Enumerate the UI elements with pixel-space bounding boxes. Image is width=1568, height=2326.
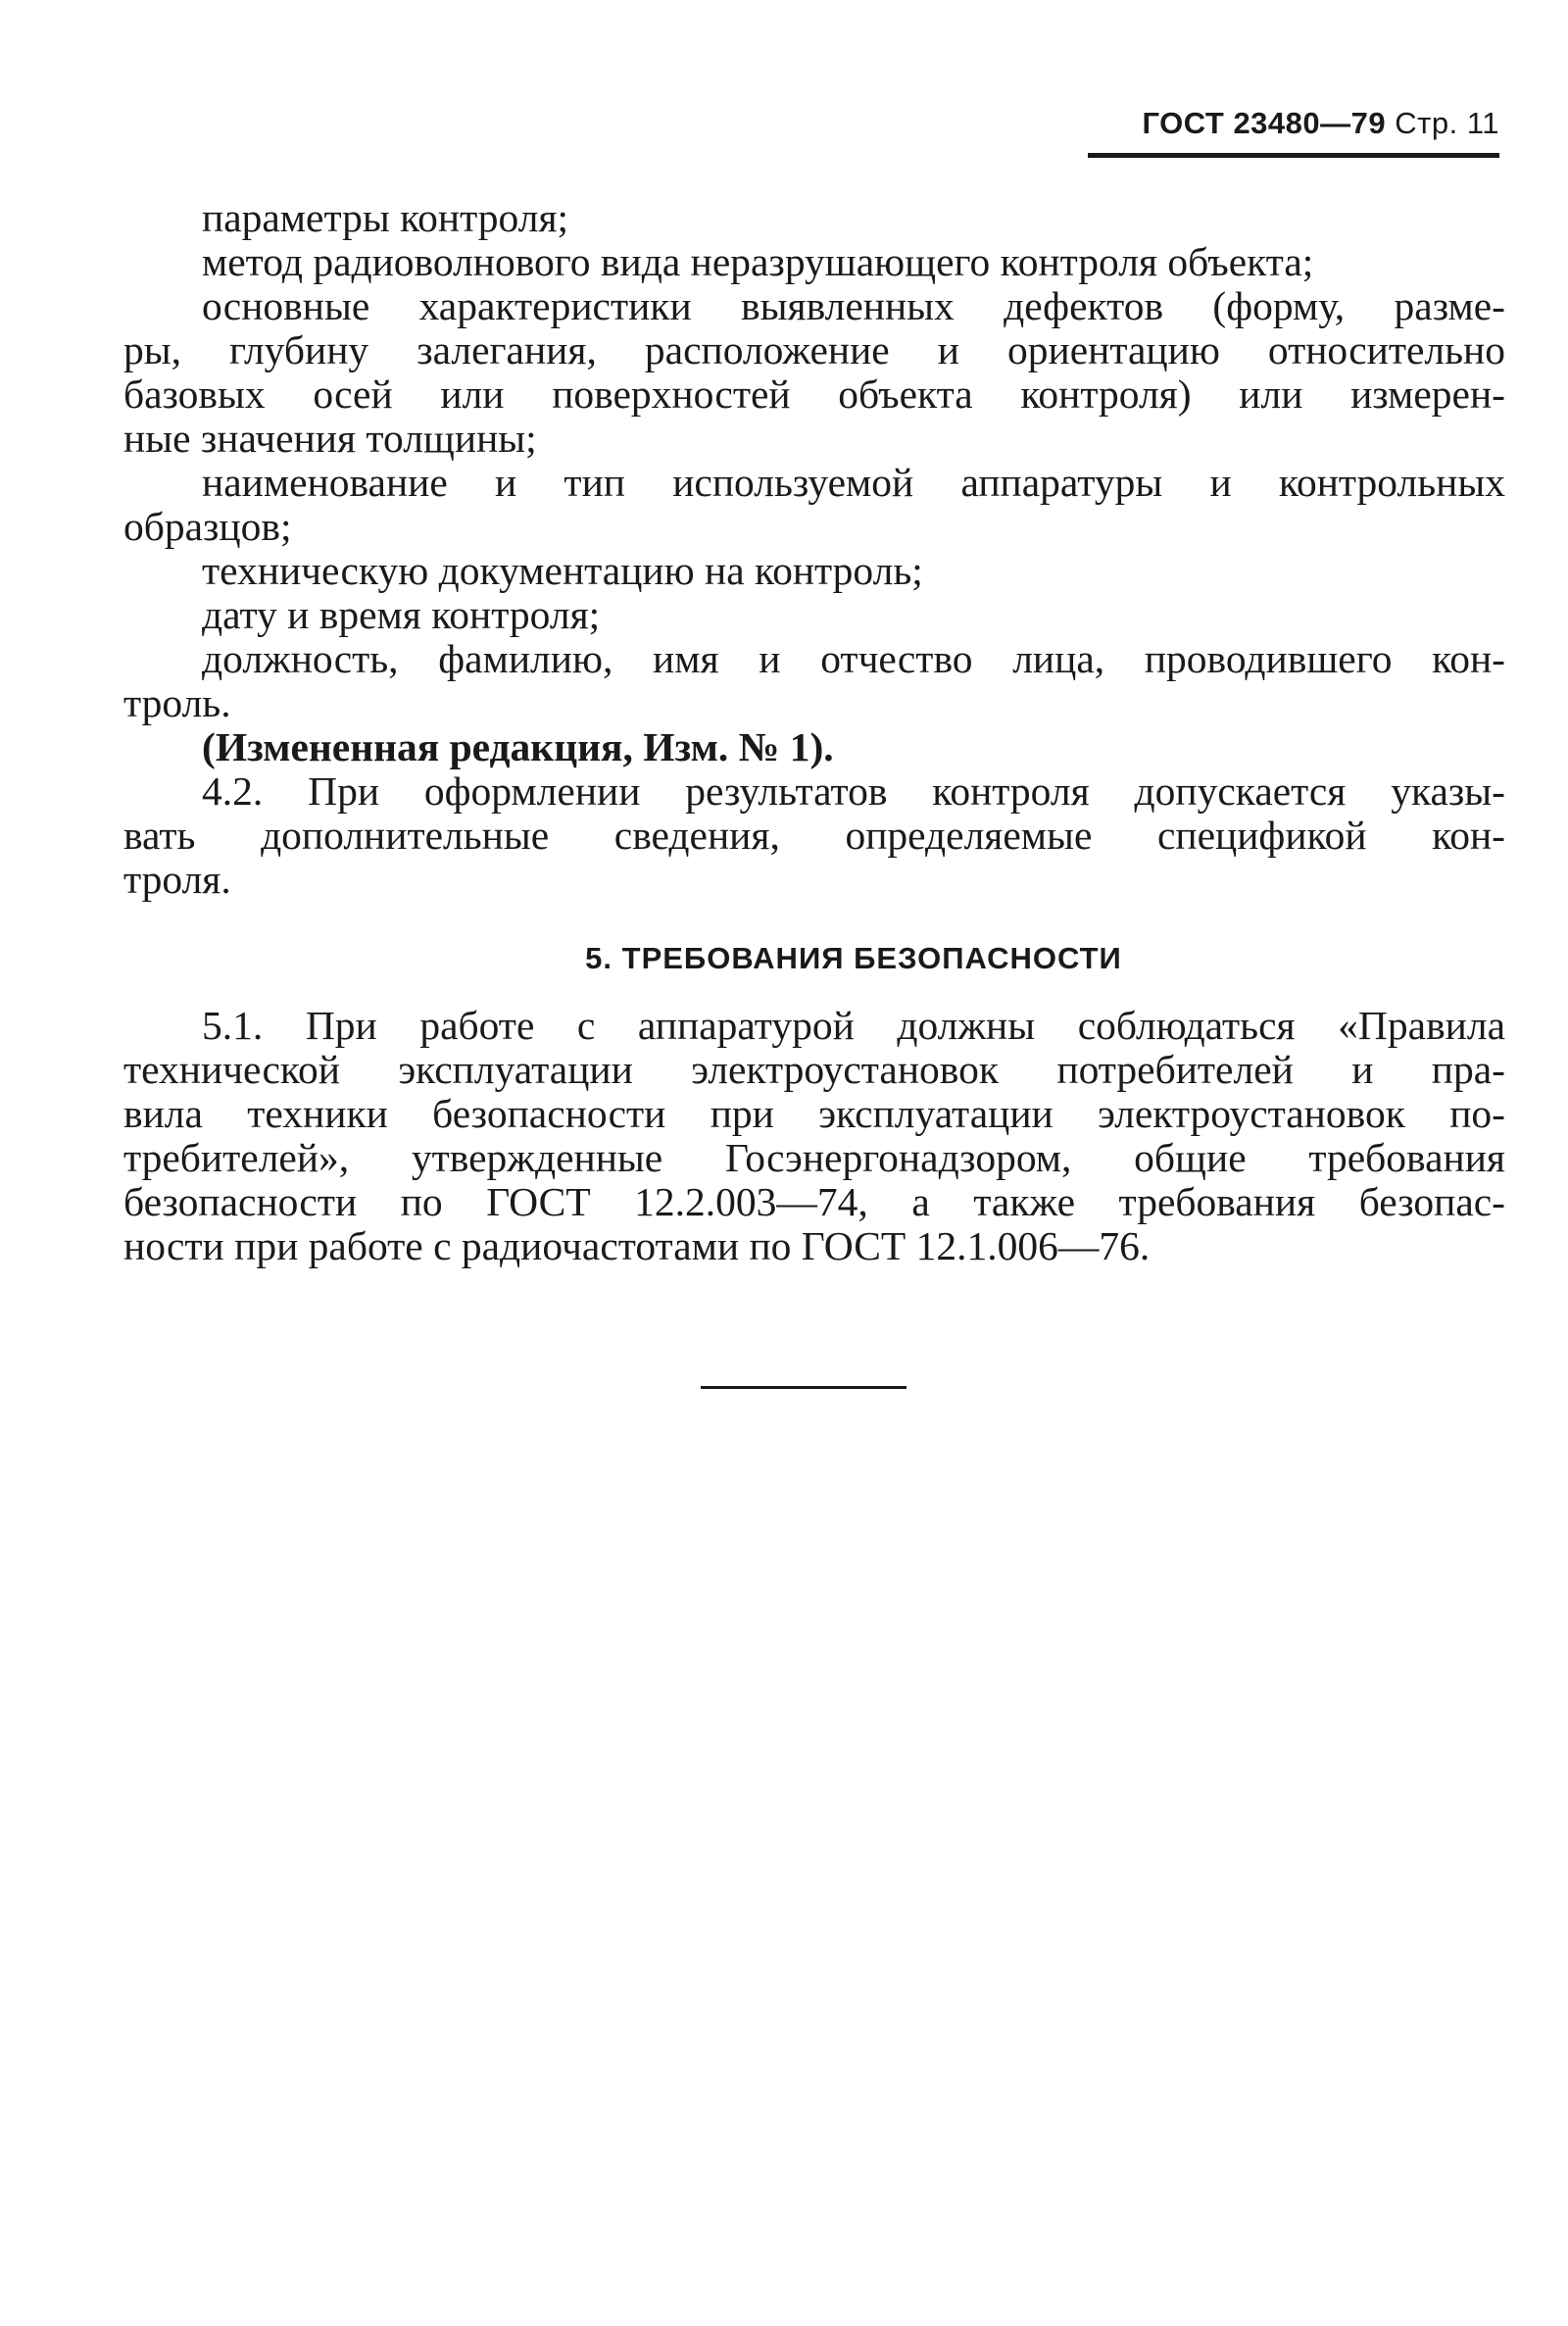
section-heading: 5. ТРЕБОВАНИЯ БЕЗОПАСНОСТИ — [585, 941, 1122, 975]
clause-4-2-line: троля. — [123, 857, 231, 902]
list-item: параметры контроля; — [202, 195, 569, 240]
amendment-note: (Измененная редакция, Изм. № 1). — [202, 724, 834, 769]
standard-number: ГОСТ 23480—79 — [1142, 106, 1387, 140]
end-divider — [701, 1386, 906, 1389]
list-item: дату и время контроля; — [202, 592, 601, 637]
clause-5-1-line: технической эксплуатации электроустановок потребителей и пра- — [123, 1047, 1505, 1092]
clause-5-1-line: требителей», утвержденные Госэнергонадзором, общие требования — [123, 1135, 1505, 1180]
document-body — [123, 196, 1505, 1268]
clause-4-2-line: вать дополнительные сведения, определяемые спецификой кон- — [123, 813, 1505, 858]
clause-4-2-line: 4.2. При оформлении результатов контроля допускается указы- — [202, 768, 1505, 814]
running-header — [1088, 106, 1499, 158]
list-item-continuation: базовых осей или поверхностей объекта контроля) или измерен- — [123, 371, 1505, 417]
clause-5-1-line: безопасности по ГОСТ 12.2.003—74, а также требования безопас- — [123, 1179, 1505, 1224]
list-item-continuation: ры, глубину залегания, расположение и ориентацию относительно — [123, 327, 1505, 372]
list-item: наименование и тип используемой аппаратуры и контрольных — [202, 460, 1505, 505]
list-item-continuation: троль. — [123, 680, 231, 725]
clause-5-1-line: ности при работе с радиочастотами по ГОСТ 12.1.006—76. — [123, 1223, 1151, 1268]
list-item-continuation: ные значения толщины; — [123, 416, 537, 461]
list-item: техническую документацию на контроль; — [202, 548, 923, 593]
list-item-continuation: образцов; — [123, 504, 292, 549]
list-item: должность, фамилию, имя и отчество лица, проводившего кон- — [202, 636, 1505, 681]
page-number: Стр. 11 — [1395, 106, 1499, 140]
list-item: метод радиоволнового вида неразрушающего контроля объекта; — [202, 239, 1314, 284]
list-item: основные характеристики выявленных дефектов (форму, разме- — [202, 283, 1505, 328]
clause-5-1-line: вила техники безопасности при эксплуатации электроустановок по- — [123, 1091, 1505, 1136]
clause-5-1-line: 5.1. При работе с аппаратурой должны соблюдаться «Правила — [202, 1003, 1505, 1048]
